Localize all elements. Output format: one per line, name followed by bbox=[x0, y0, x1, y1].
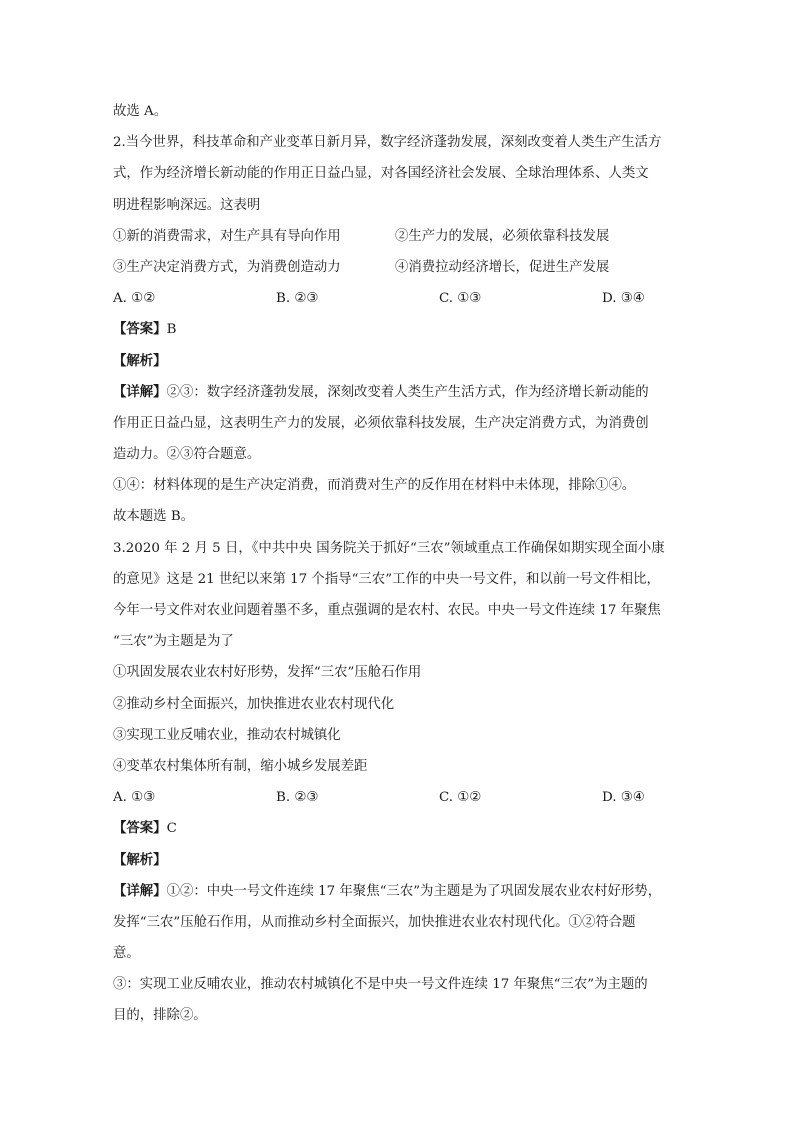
text-line: 造动力。②③符合题意。 bbox=[113, 447, 261, 463]
choice-c: C. ①② bbox=[439, 790, 482, 806]
text-line: 意。 bbox=[113, 946, 140, 962]
question-3-stem: 3.2020 年 2 月 5 日，《中共中央 国务院关于抓好“三农”领域重点工作确保如期实现全面小康 bbox=[113, 540, 665, 556]
text-line: 故选 A。 bbox=[113, 104, 168, 119]
analysis-heading: 【解析】 bbox=[113, 851, 167, 868]
text-line: 目的，排除②。 bbox=[113, 1008, 207, 1024]
text-line: 作用正日益凸显，这表明生产力的发展，必须依靠科技发展，生产决定消费方式，为消费创 bbox=[113, 415, 649, 431]
detail-tag: 【详解】 bbox=[113, 383, 167, 400]
choice-d: D. ③④ bbox=[602, 291, 645, 307]
text-line: 明进程影响深远。这表明 bbox=[113, 197, 261, 213]
text-line: 发挥“三农”压舱石作用，从而推动乡村全面振兴，加快推进农业农村现代化。①②符合题 bbox=[113, 914, 636, 930]
question-2-stem: 2.当今世界，科技革命和产业变革日新月异，数字经济蓬勃发展，深刻改变着人类生产生活方 bbox=[113, 135, 662, 151]
answer-tag: 【答案】 bbox=[113, 321, 167, 338]
choice-b: B. ②③ bbox=[276, 790, 319, 806]
choice-b: B. ②③ bbox=[276, 291, 319, 307]
statement-row bbox=[113, 252, 681, 283]
detail-line bbox=[113, 876, 681, 907]
statement-1: ①新的消费需求，对生产具有导向作用 bbox=[113, 228, 341, 244]
choice-row bbox=[113, 283, 681, 314]
text-line: 今年一号文件对农业问题着墨不多，重点强调的是农村、农民。中央一号文件连续 17 年聚焦 bbox=[113, 603, 661, 618]
statement-3: ③生产决定消费方式，为消费创造动力 bbox=[113, 259, 341, 275]
statement-2: ②推动乡村全面振兴，加快推进农业农村现代化 bbox=[113, 696, 395, 712]
text-line: ①④：材料体现的是生产决定消费，而消费对生产的反作用在材料中未体现，排除①④。 bbox=[113, 478, 636, 494]
answer-value: C bbox=[166, 821, 177, 837]
statement-2: ②生产力的发展，必须依靠科技发展 bbox=[395, 228, 610, 244]
text-line: 式，作为经济增长新动能的作用正日益凸显，对各国经济社会发展、全球治理体系、人类文 bbox=[113, 166, 649, 182]
choice-d: D. ③④ bbox=[602, 790, 645, 806]
text-line: “三农”为主题是为了 bbox=[113, 634, 234, 650]
detail-text: ①②：中央一号文件连续 17 年聚焦“三农”为主题是为了巩固发展农业农村好形势， bbox=[166, 883, 662, 899]
answer-line bbox=[113, 314, 681, 345]
statement-4: ④变革农村集体所有制，缩小城乡发展差距 bbox=[113, 758, 368, 774]
document-page bbox=[113, 96, 681, 1032]
statement-3: ③实现工业反哺农业，推动农村城镇化 bbox=[113, 727, 341, 743]
text-line: 的意见》这是 21 世纪以来第 17 个指导“三农”工作的中央一号文件，和以前一号文件相比， bbox=[113, 571, 660, 587]
answer-value: B bbox=[166, 322, 177, 338]
choice-a: A. ①② bbox=[113, 291, 156, 307]
choice-a: A. ①③ bbox=[113, 790, 156, 806]
statement-4: ④消费拉动经济增长，促进生产发展 bbox=[395, 259, 610, 275]
analysis-heading: 【解析】 bbox=[113, 352, 167, 369]
detail-line bbox=[113, 377, 681, 408]
statement-row bbox=[113, 221, 681, 252]
detail-text: ②③：数字经济蓬勃发展，深刻改变着人类生产生活方式，作为经济增长新动能的 bbox=[166, 384, 649, 400]
statement-1: ①巩固发展农业农村好形势，发挥“三农”压舱石作用 bbox=[113, 665, 422, 681]
detail-tag: 【详解】 bbox=[113, 882, 167, 899]
choice-c: C. ①③ bbox=[439, 291, 482, 307]
answer-line bbox=[113, 813, 681, 844]
choice-row bbox=[113, 782, 681, 813]
text-line: 故本题选 B。 bbox=[113, 509, 195, 525]
text-line: ③：实现工业反哺农业，推动农村城镇化不是中央一号文件连续 17 年聚焦“三农”为主题的 bbox=[113, 977, 648, 993]
answer-tag: 【答案】 bbox=[113, 820, 167, 837]
